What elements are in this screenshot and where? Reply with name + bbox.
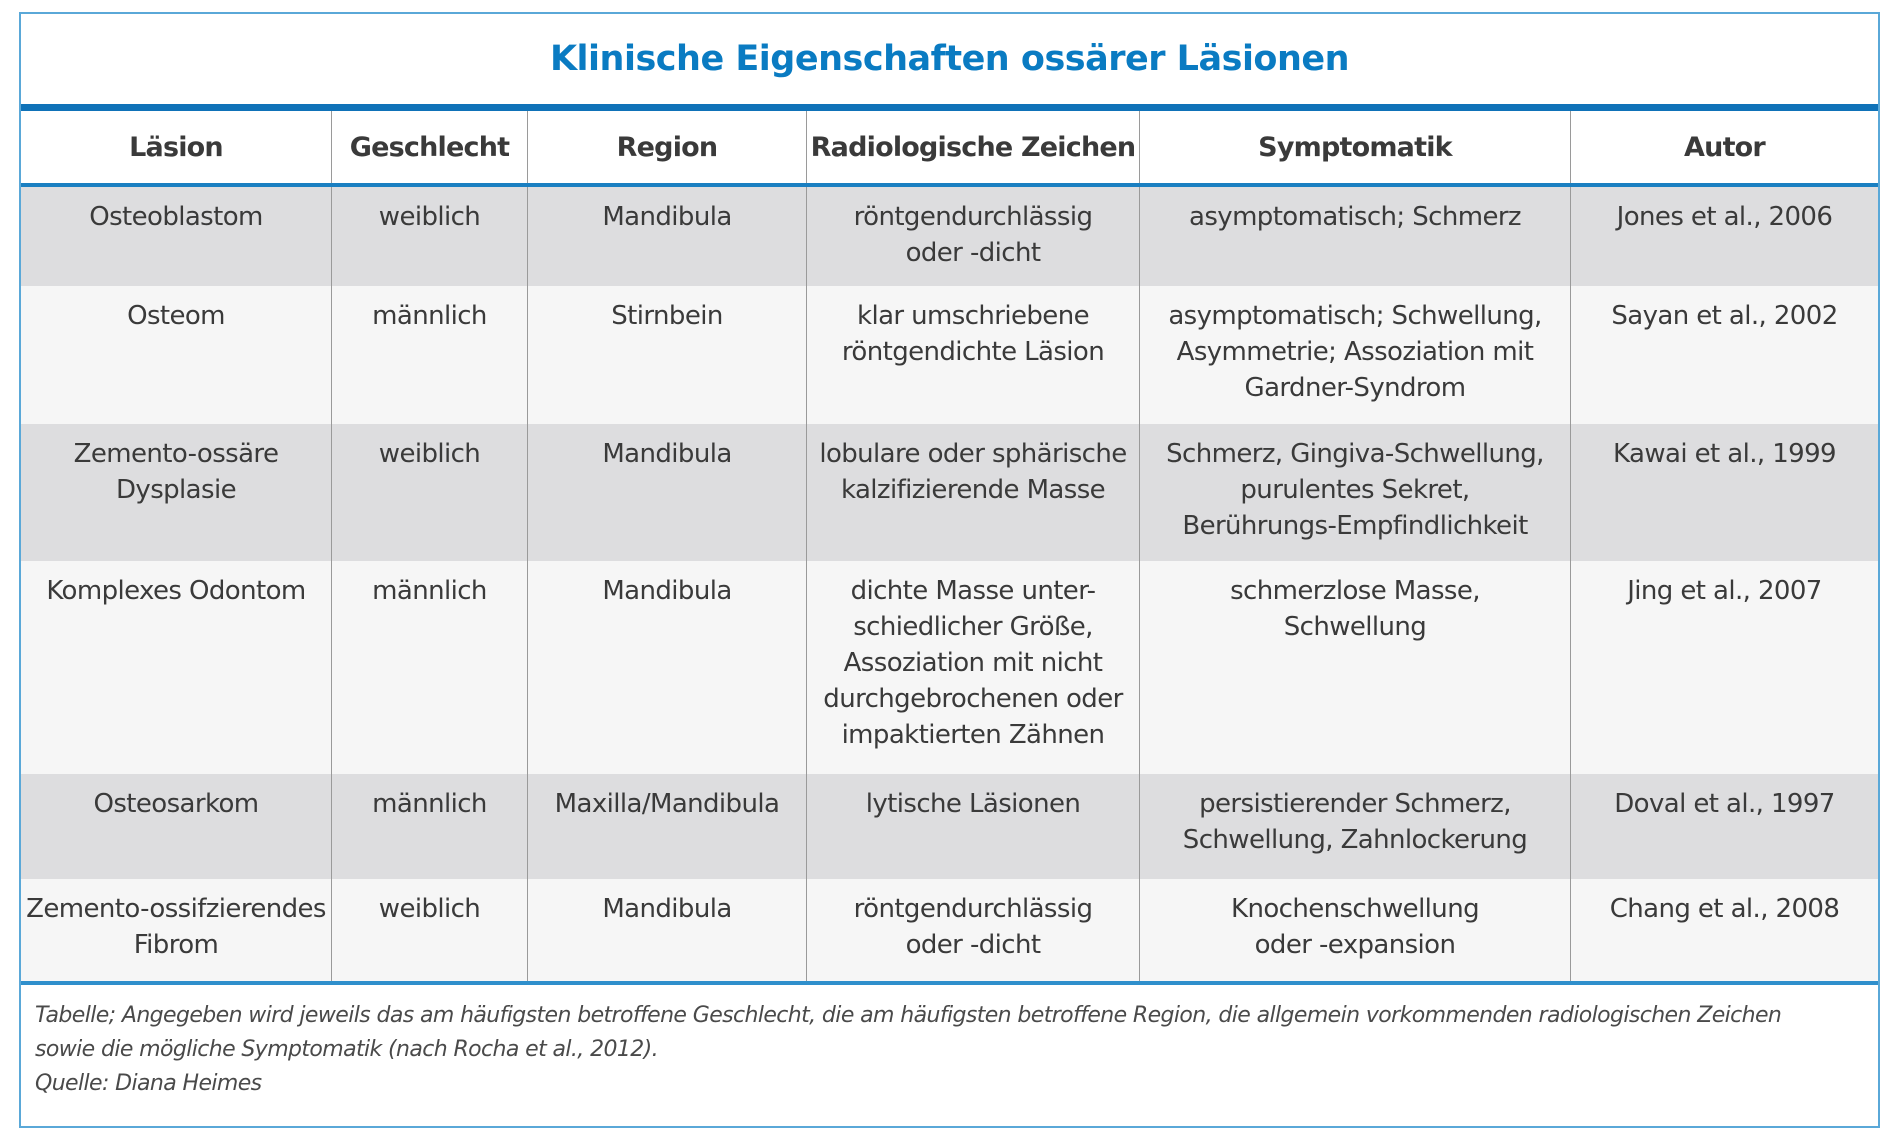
cell-line: männlich [372,301,487,331]
cell-line: Doval et al., 1997 [1614,789,1835,819]
table-title: Klinische Eigenschaften ossärer Läsionen [549,39,1350,79]
cell-line: Stirnbein [611,301,723,331]
cell-line: schmerzlose Masse, [1230,576,1480,606]
cell-line: purulentes Sekret, [1240,475,1470,505]
cell-radiology [807,879,1140,981]
caption-line-1: Tabelle; Angegeben wird jeweils das am häufigsten betroffene Geschlecht, die am häufigsten betroffene Region, die allgemein vorkommenden radiologischen Zeichen [35,1003,1782,1028]
cell-line: schiedlicher Größe, [853,612,1093,642]
cell-region [528,187,807,286]
cell-author [1571,286,1878,424]
cell-line: Asymmetrie; Assoziation mit [1176,337,1534,367]
cell-radiology [807,187,1140,286]
cell-region [528,424,807,561]
cell-symptoms [1140,774,1571,879]
cell-line: röntgendurchlässig [853,894,1093,924]
cell-lesion [21,424,332,561]
cell-line: Schwellung, Zahnlockerung [1182,825,1528,855]
cell-lesion [21,286,332,424]
cell-line: Schwellung [1283,612,1427,642]
cell-line: oder -dicht [905,238,1041,268]
caption-source: Quelle: Diana Heimes [35,1071,262,1096]
cell-line: oder -dicht [905,930,1041,960]
cell-line: impaktierten Zähnen [841,720,1105,750]
caption-line-2: sowie die mögliche Symptomatik (nach Rocha et al., 2012). [35,1037,659,1062]
cell-line: Maxilla/Mandibula [554,789,780,819]
cell-line: Osteosarkom [93,789,259,819]
cell-symptoms [1140,561,1571,774]
cell-line: durchgebrochenen oder [823,684,1123,714]
cell-line: Mandibula [602,202,732,232]
cell-line: Berührungs-Empfindlichkeit [1182,511,1528,541]
table-figure [19,12,1880,1128]
cell-line: Fibrom [133,930,219,960]
cell-sex [332,879,528,981]
table-bottom-divider [21,981,1878,985]
cell-symptoms [1140,424,1571,561]
cell-line: röntgendurchlässig [853,202,1093,232]
cell-symptoms [1140,187,1571,286]
cell-line: Mandibula [602,439,732,469]
header-lesion: Läsion [21,111,332,183]
cell-line: kalzifizierende Masse [840,475,1106,505]
cell-lesion [21,774,332,879]
cell-region [528,561,807,774]
cell-line: Osteom [127,301,225,331]
cell-region [528,879,807,981]
cell-line: Mandibula [602,576,732,606]
cell-line: Zemento-ossifzierendes [26,894,326,924]
cell-line: Dysplasie [116,475,236,505]
cell-sex [332,286,528,424]
cell-line: Chang et al., 2008 [1609,894,1840,924]
cell-line: Komplexes Odontom [46,576,306,606]
table-row [21,187,1878,286]
table-header [21,111,1878,183]
cell-line: weiblich [378,202,481,232]
cell-symptoms [1140,286,1571,424]
cell-radiology [807,774,1140,879]
cell-line: weiblich [378,894,481,924]
cell-region [528,286,807,424]
cell-sex [332,774,528,879]
cell-author [1571,424,1878,561]
cell-sex [332,424,528,561]
cell-lesion [21,879,332,981]
cell-line: Kawai et al., 1999 [1613,439,1836,469]
cell-line: männlich [372,789,487,819]
cell-author [1571,774,1878,879]
cell-symptoms [1140,879,1571,981]
cell-line: Zemento-ossäre [73,439,279,469]
cell-line: männlich [372,576,487,606]
cell-line: Knochenschwellung [1231,894,1479,924]
cell-line: persistierender Schmerz, [1199,789,1511,819]
cell-radiology [807,286,1140,424]
header-sex: Geschlecht [332,111,528,183]
cell-region [528,774,807,879]
cell-sex [332,187,528,286]
cell-line: Sayan et al., 2002 [1611,301,1838,331]
cell-author [1571,879,1878,981]
cell-line: Assoziation mit nicht [843,648,1103,678]
cell-line: dichte Masse unter- [850,576,1096,606]
table-row [21,879,1878,981]
cell-line: weiblich [378,439,481,469]
cell-line: Gardner-Syndrom [1244,373,1466,403]
cell-line: Mandibula [602,894,732,924]
table-row [21,424,1878,561]
cell-line: asymptomatisch; Schmerz [1189,202,1521,232]
title-divider [21,104,1878,111]
cell-line: Jing et al., 2007 [1627,576,1822,606]
cell-sex [332,561,528,774]
cell-line: röntgendichte Läsion [841,337,1105,367]
cell-lesion [21,561,332,774]
header-symptoms: Symptomatik [1140,111,1571,183]
cell-radiology [807,424,1140,561]
cell-line: oder -expansion [1254,930,1456,960]
table-row [21,561,1878,774]
cell-line: Schmerz, Gingiva-Schwellung, [1166,439,1544,469]
table-caption [35,999,1838,1101]
header-author: Autor [1684,131,1765,163]
cell-author [1571,187,1878,286]
cell-radiology [807,561,1140,774]
cell-line: asymptomatisch; Schwellung, [1168,301,1542,331]
cell-line: lobulare oder sphärische [819,439,1127,469]
header-radiology: Radiologische Zeichen [807,111,1140,183]
cell-author [1571,561,1878,774]
table-row [21,774,1878,879]
table-row [21,286,1878,424]
cell-line: Jones et al., 2006 [1616,202,1833,232]
cell-line: lytische Läsionen [865,789,1081,819]
header-region: Region [528,111,807,183]
cell-lesion [21,187,332,286]
cell-line: Osteoblastom [89,202,263,232]
cell-line: klar umschriebene [857,301,1089,331]
